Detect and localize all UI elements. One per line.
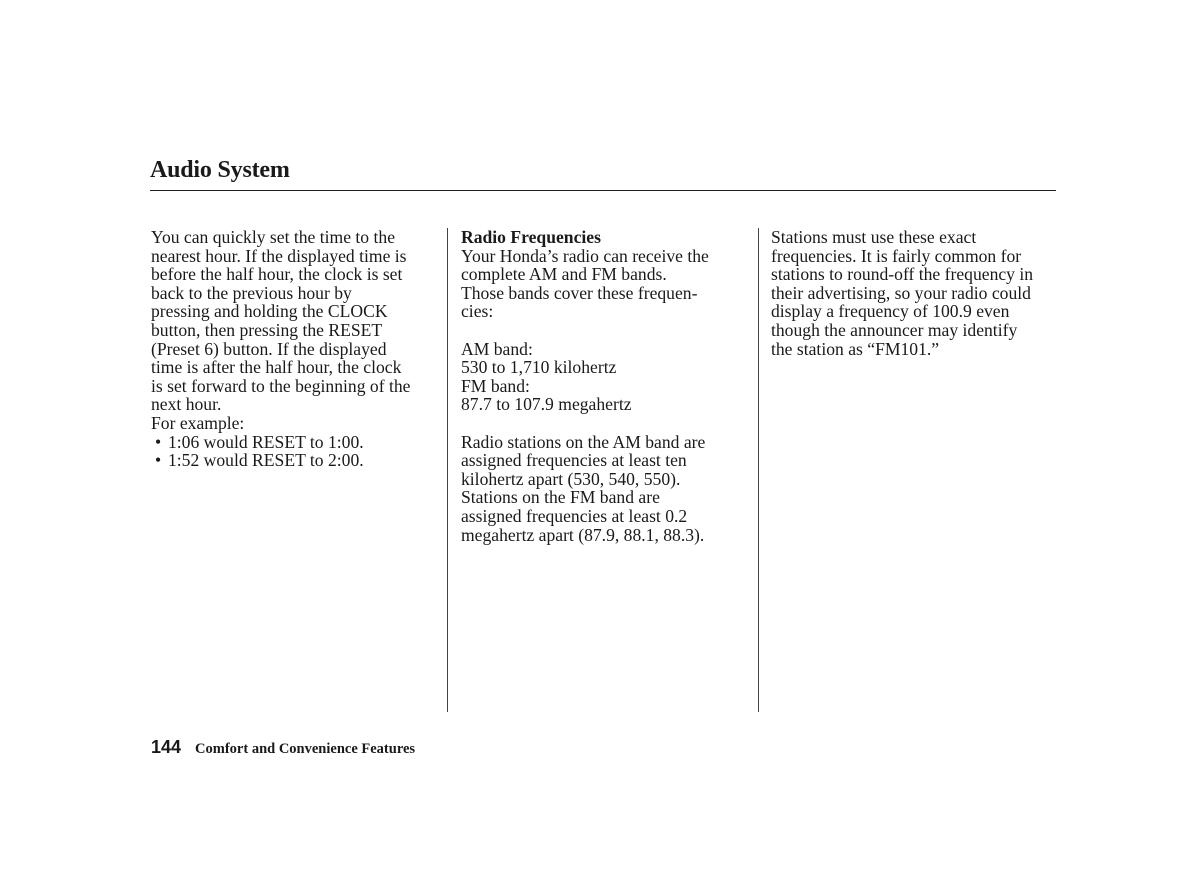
frequencies-intro: Your Honda’s radio can receive the complete AM and FM bands. Those bands cover these frequen- cies: <box>461 245 709 322</box>
bullet-icon: • <box>155 450 162 471</box>
section-heading: Radio Frequencies <box>461 227 601 247</box>
page-title: Audio System <box>150 157 290 183</box>
page-number: 144 <box>151 737 182 757</box>
am-band-range: 530 to 1,710 kilohertz <box>461 357 617 378</box>
station-frequency-paragraph: Stations must use these exact frequencies. It is fairly common for stations to round-off the frequency in their advertising, so your radio could display a frequency of 100.9 even though the announcer may identify the station as “FM101.” <box>771 227 1034 359</box>
example-list <box>151 433 441 470</box>
example-text: 1:06 would RESET to 1:00. <box>168 431 364 452</box>
page-footer <box>151 737 415 758</box>
section-name: Comfort and Convenience Features <box>195 741 416 757</box>
title-rule <box>150 190 1056 191</box>
spacer <box>461 321 746 340</box>
list-item <box>155 433 441 452</box>
am-band-label: AM band: <box>461 338 533 359</box>
column-radio-frequencies <box>461 228 746 544</box>
fm-band-range: 87.7 to 107.9 megahertz <box>461 394 632 415</box>
frequency-spacing-paragraph: Radio stations on the AM band are assigned frequencies at least ten kilohertz apart (530, 540, 550). Stations on the FM band are assigned frequencies at least 0.2 megahertz apart (87.9, 88.1, 88.3). <box>461 431 706 545</box>
column-station-frequencies <box>771 228 1061 358</box>
example-text: 1:52 would RESET to 2:00. <box>168 450 364 471</box>
column-divider-left <box>447 228 448 712</box>
column-divider-right <box>758 228 759 712</box>
column-clock-reset <box>151 228 441 470</box>
bullet-icon: • <box>155 431 162 452</box>
fm-band-label: FM band: <box>461 375 530 396</box>
spacer <box>461 414 746 433</box>
example-label: For example: <box>151 412 245 433</box>
list-item <box>155 451 441 470</box>
clock-reset-paragraph: You can quickly set the time to the nearest hour. If the displayed time is before the half hour, the clock is set back to the previous hour by pressing and holding the CLOCK button, then pressing the RESET (Preset 6) button. If the displayed time is after the half hour, the clock is set forward to the beginning of the next hour. <box>151 227 411 415</box>
